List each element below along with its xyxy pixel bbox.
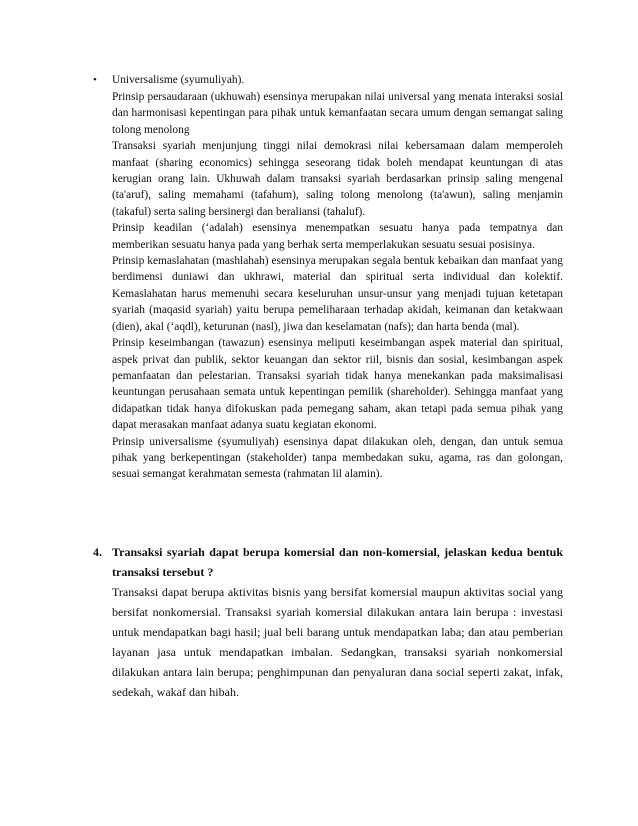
paragraph-keadilan: Prinsip keadilan (‘adalah) esensinya menempatkan sesuatu hanya pada tempatnya dan memberikan sesuatu hanya pada yang berhak serta memperlakukan sesuatu sesuai posisinya.	[112, 222, 563, 251]
question-number: 4.	[93, 545, 102, 559]
question-title: Transaksi syariah dapat berupa komersial dan non-komersial, jelaskan kedua bentuk transaksi tersebut ?	[112, 545, 563, 579]
bullet-paragraphs	[112, 89, 563, 483]
paragraph-ukhuwah: Transaksi syariah menjunjung tinggi nilai demokrasi nilai kebersamaan dalam memperoleh manfaat (sharing economics) sehingga seseorang tidak boleh mendapat keuntungan di atas kerugian orang lain. Ukhuwah dalam transaksi syariah berdasarkan prinsip saling mengenal (ta'aruf), saling memahami (tafahum), saling tolong menolong (ta'awun), saling menjamin (takaful) serta saling bersinergi dan beraliansi (tahaluf).	[112, 140, 563, 218]
bullet-icon: •	[93, 74, 97, 86]
universalisme-section	[93, 72, 563, 483]
paragraph-universalisme: Prinsip universalisme (syumuliyah) esensinya dapat dilakukan oleh, dengan, dan untuk semua pihak yang berkepentingan (stakeholder) tanpa membedakan suku, agama, ras dan golongan, sesuai semangat kerahmatan semesta (rahmatan lil alamin).	[112, 435, 563, 481]
paragraph-keseimbangan: Prinsip keseimbangan (tawazun) esensinya meliputi keseimbangan aspek material dan spiritual, aspek privat dan publik, sektor keuangan dan sektor riil, bisnis dan sosial, kesimbangan aspek pemanfaatan dan pelestarian. Transaksi syariah tidak hanya menekankan pada maksimalisasi keuntungan perusahaan semata untuk kepentingan pemilik (shareholder). Sehingga manfaat yang didapatkan tidak hanya difokuskan pada pemegang saham, akan tetapi pada semua pihak yang dapat merasakan manfaat adanya suatu kegiatan ekonomi.	[112, 337, 563, 432]
paragraph-persaudaraan: Prinsip persaudaraan (ukhuwah) esensinya merupakan nilai universal yang menata interaksi sosial dan harmonisasi kepentingan para pihak untuk kemanfaatan secara umum dengan semangat saling tolong menolong	[112, 91, 563, 136]
question-body	[112, 542, 563, 702]
question-answer: Transaksi dapat berupa aktivitas bisnis yang bersifat komersial maupun aktivitas social yang bersifat nonkomersial. Transaksi syariah komersial dilakukan antara lain berupa : investasi untuk mendapatkan bagi hasil; jual beli barang untuk mendapatkan laba; dan atau pemberian layanan jasa untuk mendapatkan imbalan. Sedangkan, transaksi syariah nonkomersial dilakukan antara lain berupa; penghimpunan dan penyaluran dana social seperti zakat, infak, sedekah, wakaf dan hibah.	[112, 585, 563, 699]
question-4-section	[93, 542, 563, 702]
paragraph-kemaslahatan: Prinsip kemaslahatan (mashlahah) esensinya merupakan segala bentuk kebaikan dan manfaat yang berdimensi duniawi dan ukhrawi, material dan spiritual serta individual dan kolektif. Kemaslahatan harus memenuhi secara keseluruhan unsur-unsur yang menjadi tujuan ketetapan syariah (maqasid syariah) yaitu berupa pemeliharaan terhadap akidah, keimanan dan ketakwaan (dien), akal (‘aqdl), keturunan (nasl), jiwa dan keselamatan (nafs); dan harta benda (mal).	[112, 255, 563, 333]
bullet-heading-text: Universalisme (syumuliyah).	[112, 74, 245, 86]
bullet-heading	[93, 72, 563, 89]
